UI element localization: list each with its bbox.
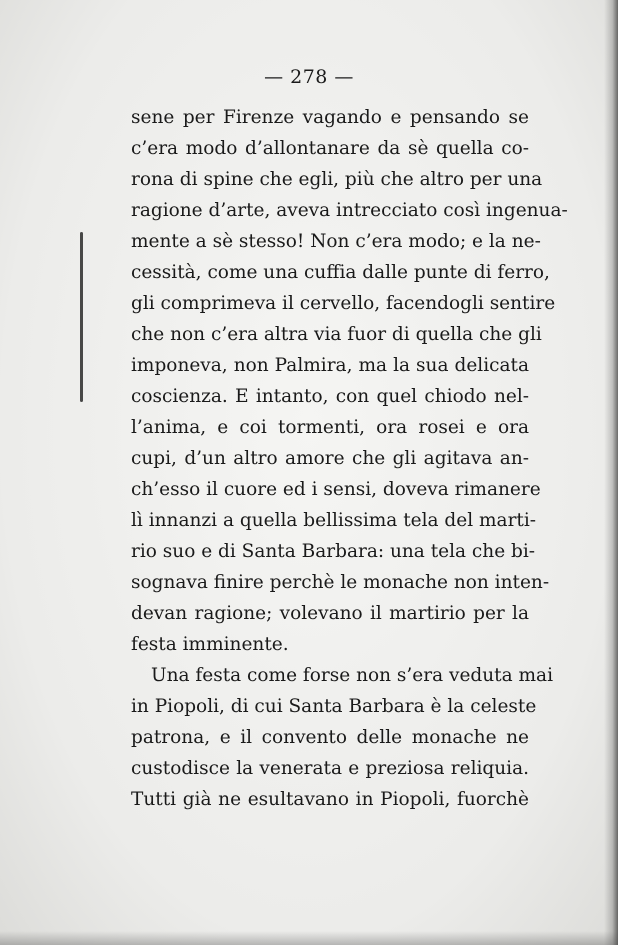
page-number: — 278 — bbox=[264, 66, 354, 88]
page-edge-shadow bbox=[604, 0, 618, 945]
text-line-13: ch’esso il cuore ed i sensi, doveva rimanere bbox=[131, 479, 541, 500]
text-line-6: cessità, come una cuffia dalle punte di ferro, bbox=[131, 262, 550, 283]
text-line-2: c’era modo d’allontanare da sè quella co- bbox=[131, 138, 529, 159]
text-line-16: sognava finire perchè le monache non inten- bbox=[131, 572, 550, 593]
text-line-12: cupi, d’un altro amore che gli agitava an- bbox=[131, 448, 529, 469]
text-line-7: gli comprimeva il cervello, facendogli sentire bbox=[131, 293, 556, 314]
page-bottom-shadow bbox=[0, 931, 618, 945]
text-line-23: Tutti già ne esultavano in Piopoli, fuorchè bbox=[131, 789, 529, 810]
text-line-9: imponeva, non Palmira, ma la sua delicata bbox=[131, 355, 529, 376]
text-line-17: devan ragione; volevano il martirio per la bbox=[131, 603, 529, 624]
text-line-11: l’anima, e coi tormenti, ora rosei e ora bbox=[131, 417, 529, 438]
text-line-22: custodisce la venerata e preziosa reliquia. bbox=[131, 758, 529, 779]
text-line-5: mente a sè stesso! Non c’era modo; e la ne- bbox=[131, 231, 541, 252]
text-line-18: festa imminente. bbox=[131, 634, 289, 655]
text-line-8: che non c’era altra via fuor di quella che gli bbox=[131, 324, 542, 345]
text-line-1: sene per Firenze vagando e pensando se bbox=[131, 107, 529, 128]
text-line-20: in Piopoli, di cui Santa Barbara è la celeste bbox=[131, 696, 537, 717]
text-line-19: Una festa come forse non s’era veduta mai bbox=[151, 665, 553, 686]
text-line-10: coscienza. E intanto, con quel chiodo nel- bbox=[131, 386, 529, 407]
text-line-4: ragione d’arte, aveva intrecciato così ingenua- bbox=[131, 200, 568, 221]
text-line-21: patrona, e il convento delle monache ne bbox=[131, 727, 529, 748]
text-line-14: lì innanzi a quella bellissima tela del marti- bbox=[131, 510, 537, 531]
text-line-15: rio suo e di Santa Barbara: una tela che bi- bbox=[131, 541, 536, 562]
margin-pencil-mark bbox=[80, 232, 83, 402]
text-line-3: rona di spine che egli, più che altro per una bbox=[131, 169, 543, 190]
